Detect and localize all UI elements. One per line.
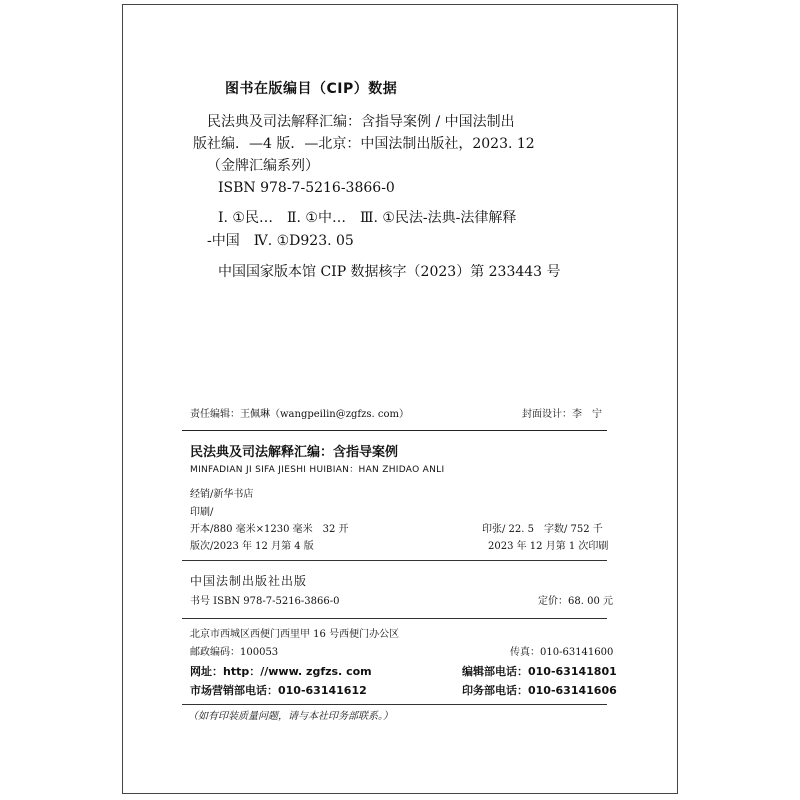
editor-credit: 责任编辑：王佩琳（wangpeilin@zgfzs. com）	[190, 409, 409, 420]
book-title-pinyin: MINFADIAN JI SIFA JIESHI HUIBIAN：HAN ZHIDAO ANLI	[190, 465, 445, 475]
printer: 印刷/	[190, 507, 214, 518]
address: 北京市西城区西便门西里甲 16 号西便门办公区	[190, 629, 400, 640]
website: 网址：http：//www. zgfzs. com	[190, 665, 372, 678]
cip-line-edition: 版社编．—4 版．—北京：中国法制出版社，2023. 12	[193, 136, 535, 152]
cover-design-credit: 封面设计：李 宁	[522, 409, 602, 420]
edition: 版次/2023 年 12 月第 4 版	[190, 541, 314, 552]
format: 开本/880 毫米×1230 毫米 32 开	[190, 524, 349, 535]
cip-line-isbn: ISBN 978-7-5216-3866-0	[218, 180, 395, 196]
quality-notice: （如有印装质量问题，请与本社印务部联系。）	[188, 711, 393, 722]
cip-line-series: （金牌汇编系列）	[207, 158, 319, 174]
editorial-phone: 编辑部电话：010-63141801	[462, 665, 617, 678]
cip-line-classification: Ⅰ. ①民… Ⅱ. ①中… Ⅲ. ①民法-法典-法律解释	[218, 210, 517, 226]
fax: 传真：010-63141600	[510, 647, 614, 658]
cip-line-title: 民法典及司法解释汇编：含指导案例 / 中国法制出	[207, 114, 515, 130]
divider	[182, 560, 607, 561]
marketing-phone: 市场营销部电话：010-63141612	[190, 684, 367, 697]
cip-heading: 图书在版编目（CIP）数据	[225, 81, 398, 97]
postcode: 邮政编码：100053	[190, 647, 279, 658]
divider	[182, 618, 607, 619]
book-title: 民法典及司法解释汇编：含指导案例	[190, 445, 399, 460]
cip-line-record-number: 中国国家版本馆 CIP 数据核字（2023）第 233443 号	[218, 264, 561, 280]
isbn-number: 书号 ISBN 978-7-5216-3866-0	[190, 596, 340, 607]
sheets-wordcount: 印张/ 22. 5 字数/ 752 千	[482, 524, 603, 535]
printing: 2023 年 12 月第 1 次印刷	[488, 541, 609, 552]
price: 定价：68. 00 元	[538, 596, 613, 607]
divider	[182, 430, 607, 431]
printing-phone: 印务部电话：010-63141606	[462, 684, 617, 697]
cip-line-classification-cont: -中国 Ⅳ. ①D923. 05	[207, 233, 354, 249]
divider	[182, 704, 607, 705]
publisher-name: 中国法制出版社出版	[190, 574, 308, 588]
distributor: 经销/新华书店	[190, 489, 254, 500]
